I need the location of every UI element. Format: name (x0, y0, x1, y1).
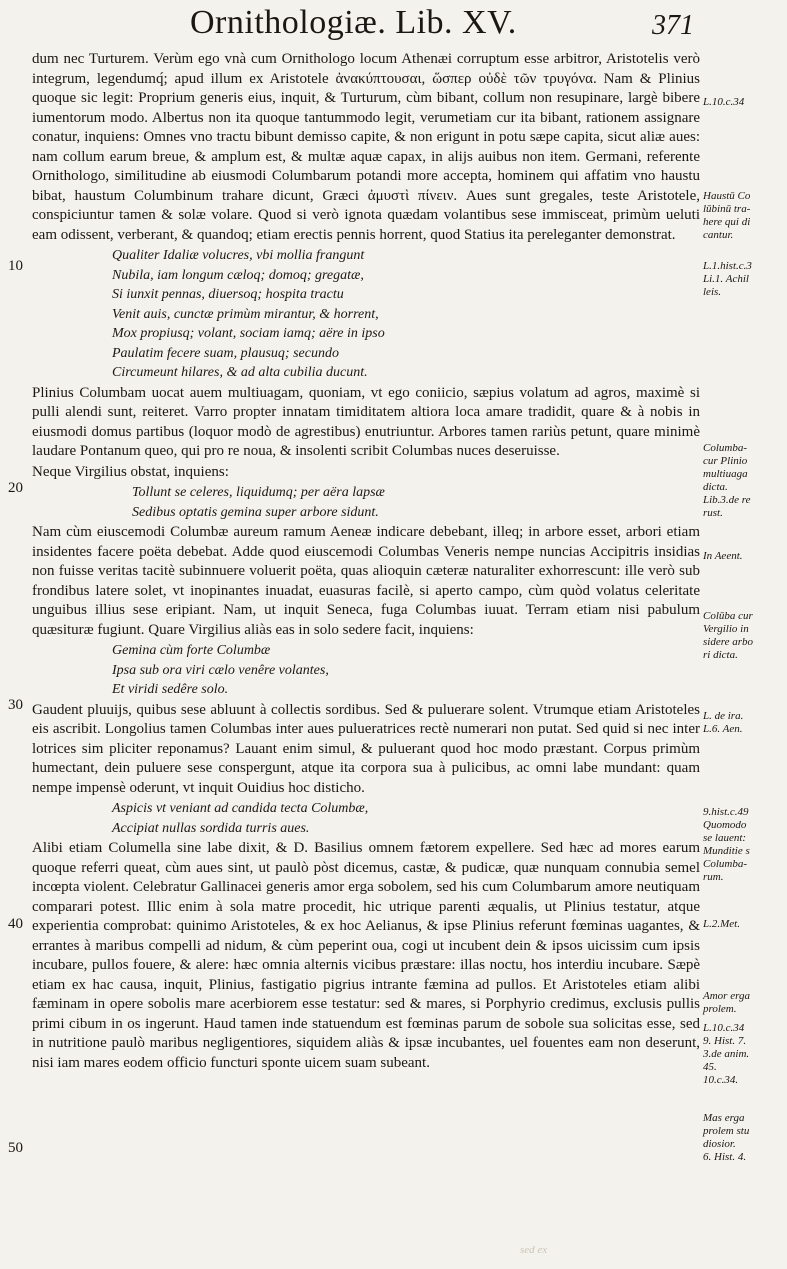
page-header (0, 4, 787, 48)
margin-note: Mas erga prolem stu diosior. 6. Hist. 4. (703, 1112, 750, 1163)
margin-note: Colūba cur Vergilio in sidere arbo ri dicta. (703, 610, 754, 661)
margin-note: 9.hist.c.49 Quomodo se lauent: Munditie s Columba- rum. (703, 806, 750, 883)
paragraph-5: Gaudent pluuijs, quibus sese abluunt à collectis sordibus. Sed & puluerare solent. Vtrumque etiam Aristoteles eis ascribit. Longolius tamen Columbas inter aues pulueratrices rectè numerari non putat. Sed quid si nec inter lotrices sim pliciter reponamus? Lauant enim simul, & puluerant quod hoc modo præstant. Corpus primùm humectant, dein puluere sese conspergunt, atque ita corpora sua à pulicibus, ac omni labe mundant: quam nempe impensè oderunt, vt inquit Ouidius hoc disticho. (32, 701, 700, 796)
margin-note: L.10.c.34 (703, 96, 745, 108)
running-title: Ornithologiæ. Lib. XV. (190, 4, 517, 41)
line-number-50: 50 (8, 1140, 23, 1156)
line-number-20: 20 (8, 480, 23, 496)
margin-note: L. de ira. L.6. Aen. (703, 710, 744, 735)
line-number-30: 30 (8, 697, 23, 713)
line-number-10: 10 (8, 258, 23, 274)
paragraph-2: Plinius Columbam uocat auem multiuagam, quoniam, vt ego coniicio, sæpius volatum ad agros, maximè si pulli alendi sunt, reiteret. Varro propter innatam timiditatem altiora loca amare tradidit, quare & à nobis in eiusmodi domus partibus (loquor modò de agrestibus) enutriuntur. Arbores tamen rariùs petunt, quare minimè laudare Pontanum queo, qui pro re noua, & insolenti scribit Columbas nuces deseruisse. (32, 384, 700, 459)
margin-note: L.2.Met. (703, 918, 740, 930)
margin-note: Columba- cur Plinio multiuaga dicta. Lib.3.de re rust. (703, 442, 751, 519)
paragraph-4: Nam cùm eiuscemodi Columbæ aureum ramum Aeneæ indicare debebant, illeq; in arbore esset, arbori etiam insidentes facere poëta debebat. Adde quod eiuscemodi Columbas Veneris nempe nuncias Accipitris insidias non fuisse veritas tacitè subinnuere voluerit poëta, quas alioquin cæteræ naturaliter exhorrescunt: ille verò sub frondibus latere solet, vt inopinantes inuadat, euasuras facilè, si aperto campo, cùm quòd volatus celeritate unguibus illius sese eripiant. Nam, ut inquit Seneca, fuga Columbas iuuat. Terram etiam nisi pabulum quæsituræ fugiunt. Quare Virgilius aliàs eas in solo sedere facit, inquiens: (32, 524, 700, 638)
margin-note: In Aeent. (703, 550, 743, 562)
paragraph-6: Alibi etiam Columella sine labe dixit, & D. Basilius omnem fætorem expellere. Sed hæc ad mores earum quoque referri queat, cùm aues sint, ut paulò pòst dicemus, castæ, & pudicæ, quæ nunquam connubia semel incœpta violent. Celebratur Gallinacei generis amor erga sobolem, sed his cum Columbarum amore neutiquam comparari potest. Illic enim à sola matre procedit, hic utrique parenti æqualis, ut Plinius testatur, atque experientia comprobat: quinimo Aristoteles, & ex hoc Aelianus, & ipse Plinius referunt fœminas uagantes, & errantes à maribus compelli ad nidum, & cùm peperint oua, cogi ut incubent dein & ipsos uicissim cum ipsis incubare, pullos fouere, & alere: hæc omnia alternis vicibus præstare: illas noctu, hos interdiu incubare. Sæpè etiam ex hac causa, inquit, Plinius, fastigatio pigrius intrante fæmina ad pullos. Et Aristoteles etiam alibi fæminam in opere sobolis mare acerbiorem esse testatur: sed & mares, si Porphyrio credimus, exclusis pullis primi cibum in os ingerunt. Haud tamen inde statuendum est fœminas parum de sobole sua solicitas esse, sed in nutritione paulò maribus negligentiores, siquidem aliàs & ipsæ incubantes, uel fouentes eam non deserunt, nisi iam mares eodem officio functuri sponte uicem suam subeant. (32, 840, 700, 1071)
verse-virgil-2: Gemina cùm forte Columbæ Ipsa sub ora viri cælo venêre volantes, Et viridi sedêre solo. (112, 643, 329, 697)
margin-note: L.10.c.34 9. Hist. 7. 3.de anim. 45. 10.c.34. (703, 1022, 750, 1086)
paragraph-1: dum nec Turturem. Verùm ego vnà cum Ornithologo locum Athenæi corruptum esse arbitror, Aristotelis verò integrum, legendumq́; apud illum ex Aristotele ἀνακύπτουσαι, ὥσπερ οὐδὲ τῶν τρυγόνα. Nam & Plinius quoque sic legit: Proprium generis eius, inquit, & Turturum, cùm bibant, collum non resupinare, largè bibere iumentorum modo. Albertus non ita quoque tantummodo legit, verumetiam cur ita bibant, rationem assignare conatur, inquiens: Omnes vno tractu bibunt demisso capite, & non erigunt in potu sæpe capita, sicut aliæ aues: nam collum earum breue, & amplum est, & multæ aquæ capax, in alijs auibus non item. Germani, referente Ornithologo, similitudine ab eiusmodi Columbarum potandi more accepta, hominem qui affatim vno haustu bibat, haustum Columbinum trahare dicunt, Græci ἀμυστὶ πίνειν. Aues sunt gregales, teste Aristotele, conspiciuntur tamen & solæ volare. Quod si verò ignota quædam volantibus sese immisceat, primùm ueluti eam odissent, verberant, & quandoq; etiam erectis pennis horrent, quod Statius ita pereleganter demonstrat. (32, 51, 700, 243)
verse-statius: Qualiter Idaliæ volucres, vbi mollia frangunt Nubila, iam longum cæloq; domoq; gregatæ, Si iunxit pennas, diuersoq; hospita tractu Venit auis, cunctæ primùm mirantur, & horrent, Mox propiusq; volant, sociam iamq; aëre in ipso Paulatim fecere suam, plausuq; secundo Circumeunt hilares, & ad alta cubilia ducunt. (112, 248, 385, 380)
verse-ovid: Aspicis vt veniant ad candida tecta Columbæ, Accipiat nullas sordida turris aues. (112, 801, 369, 836)
margin-note: L.1.hist.c.3 Li.1. Achil leis. (703, 260, 752, 298)
margin-note: Haustū Co lūbinū tra- here qui di cantur. (703, 190, 751, 241)
bleed-through-text: sed ex (520, 1244, 548, 1256)
page-number: 371 (652, 10, 694, 41)
margin-note: Amor erga prolem. (703, 990, 750, 1015)
line-number-40: 40 (8, 916, 23, 932)
verse-virgil-1: Tollunt se celeres, liquidumq; per aëra lapsæ Sedibus optatis gemina super arbore sidunt. (132, 485, 385, 520)
main-text-column (32, 50, 700, 1074)
paragraph-3: Neque Virgilius obstat, inquiens: (32, 463, 229, 480)
